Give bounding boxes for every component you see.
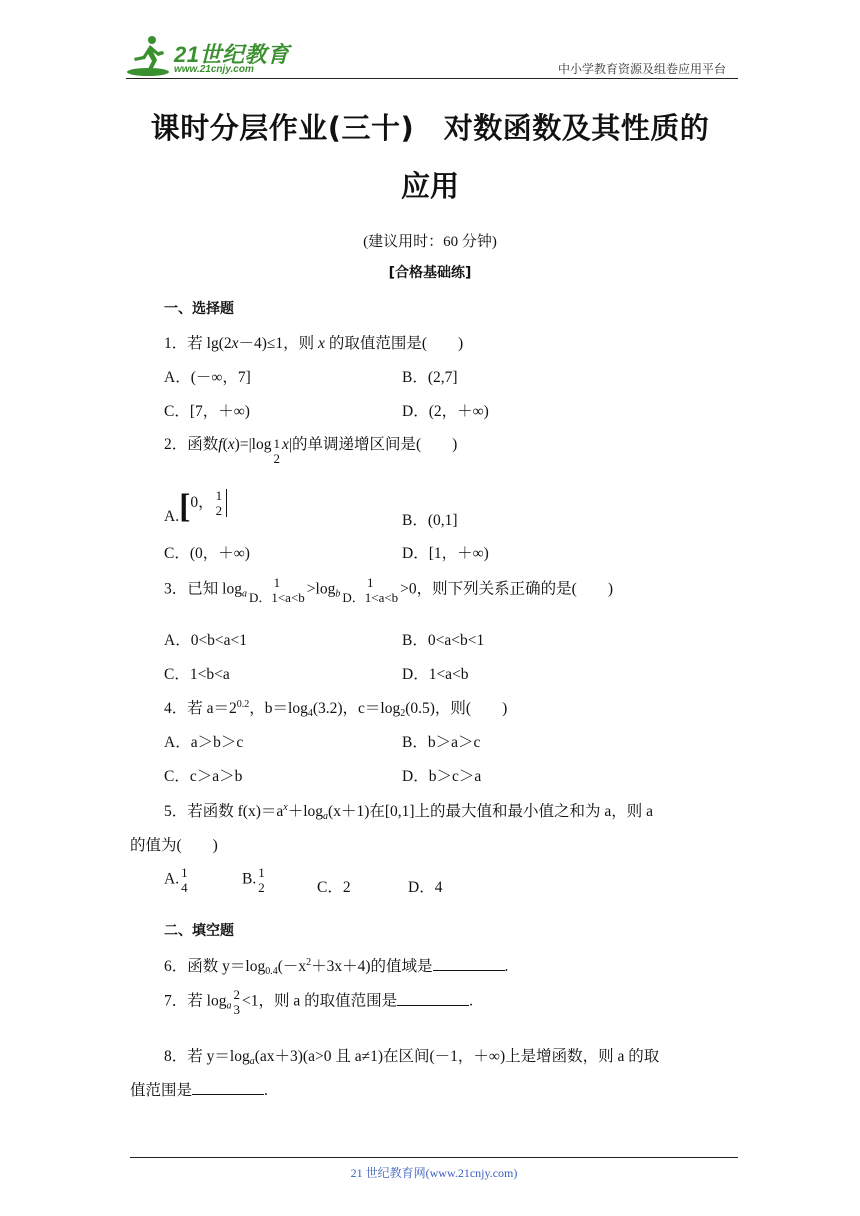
page-header (126, 34, 738, 80)
footer-link[interactable]: 21 世纪教育网(www.21cnjy.com) (350, 1166, 518, 1180)
q3-option-d: D．1<a<b (402, 666, 469, 683)
q3-option-a: A．0<b<a<1 (164, 632, 248, 649)
q5-option-a: A. 1 4 (164, 865, 188, 895)
logo-url: www.21cnjy.com (174, 64, 254, 75)
q2-option-d: D．[1，＋∞) (402, 545, 489, 562)
runner-logo-icon (126, 34, 172, 78)
q2-option-a: A.[0， 1 2 (164, 488, 228, 526)
q7-answer-blank[interactable] (397, 991, 469, 1006)
q5-option-c: C．2 (317, 879, 351, 896)
question-1: 1．若 lg(2x－4)≤1，则 x 的取值范围是( ) (164, 335, 464, 352)
suggested-time: (建议用时：60 分钟) (363, 234, 497, 250)
q1-option-d: D．(2，＋∞) (402, 403, 489, 420)
header-divider (126, 78, 738, 79)
q4-option-b: B．b＞a＞c (402, 734, 481, 751)
page-title-line2: 应用 (400, 169, 459, 203)
q1-option-a: A．(－∞，7] (164, 369, 251, 386)
q5-option-b: B. 1 2 (242, 865, 265, 895)
q1-option-c: C．[7，＋∞) (164, 403, 250, 420)
q6-answer-blank[interactable] (433, 956, 505, 971)
section-fill: 二、填空题 (164, 923, 234, 939)
question-6: 6．函数 $y=\log_{0.4}(-x^2+3x+4)$的值域是 . (164, 957, 509, 977)
logo-title: 21世纪教育 (174, 42, 290, 67)
q5-option-d: D．4 (408, 879, 443, 896)
question-5: 5．若函数 $f(x)=a^x+\log_a(x+1)$在[0,1]上的最大值和最小值之和为 a，则 a (164, 802, 654, 822)
question-8-line2: 值范围是 . (130, 1082, 268, 1099)
question-7: 7．若 $\log_a$ 2 3 <1，则 a 的取值范围是 . (164, 987, 473, 1017)
question-2: 2．函数f(x)=|log 1 2 x|的单调递增区间是( ) (164, 436, 458, 466)
section-choice: 一、选择题 (164, 301, 234, 317)
q2-option-c: C．(0，＋∞) (164, 545, 250, 562)
q4-option-c: C．c＞a＞b (164, 768, 243, 785)
q1-option-b: B．(2,7] (402, 369, 458, 386)
level-label: [合格基础练] (388, 265, 472, 281)
question-8: 8．若 $y=\log_a(ax+3)(a>0$ 且 a≠1)在区间(－1，＋∞)上是增函数，则 a 的取 (164, 1048, 660, 1067)
q3-option-b: B．0<a<b<1 (402, 632, 485, 649)
page-title-line1: 课时分层作业(三十) 对数函数及其性质的 (150, 111, 710, 145)
logo (126, 34, 296, 78)
q4-option-a: A．a＞b＞c (164, 734, 244, 751)
q2-option-b: B．(0,1] (402, 512, 458, 529)
footer-divider (130, 1157, 738, 1158)
question-5-line2: 的值为( ) (130, 837, 218, 854)
q8-answer-blank[interactable] (192, 1080, 264, 1095)
q3-option-c: C．1<b<a (164, 666, 230, 683)
platform-name: 中小学教育资源及组卷应用平台 (557, 62, 726, 76)
question-3: 3．已知 $\log_a$ 1 D．1<a<b $>\log_b$ 1 D．1<a<b >0，则下列关系正确的是( ) (164, 575, 613, 605)
question-4: 4．若 $a=2^{0.2}$，$b=\log_4(3.2)$，$c=\log_2(0.5)$，则( ) (164, 699, 508, 719)
q4-option-d: D．b＞c＞a (402, 768, 482, 785)
